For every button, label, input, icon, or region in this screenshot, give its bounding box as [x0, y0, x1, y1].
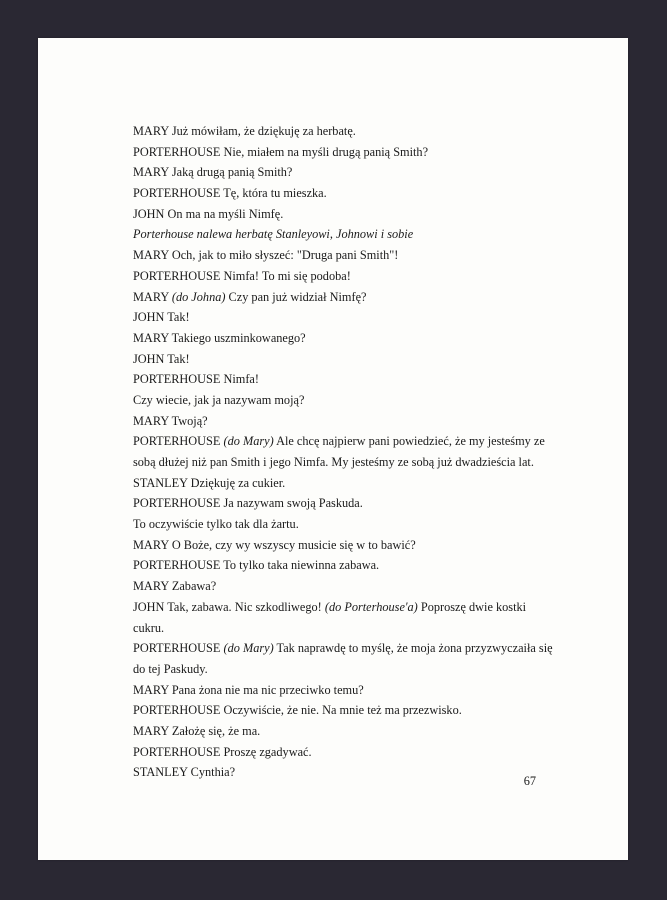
line-text: Czy wiecie, jak ja nazywam moją?: [133, 392, 305, 407]
script-line: [133, 555, 543, 576]
line-text: STANLEY Dziękuję za cukier.: [133, 475, 286, 490]
stage-direction: (do Mary): [223, 434, 274, 449]
line-text: PORTERHOUSE Nimfa!: [133, 372, 259, 387]
script-line: [133, 659, 543, 680]
line-text: PORTERHOUSE To tylko taka niewinna zabawa.: [133, 558, 380, 573]
script-line: [133, 245, 543, 266]
line-text: MARY Pana żona nie ma nic przeciwko temu?: [133, 682, 364, 697]
script-line: [133, 369, 543, 390]
script-line: [133, 287, 543, 308]
document-page: [38, 38, 628, 860]
line-text: PORTERHOUSE Nie, miałem na myśli drugą panią Smith?: [133, 144, 429, 159]
script-line: [133, 452, 543, 473]
script-line: [133, 700, 543, 721]
script-line: [133, 535, 543, 556]
line-text: PORTERHOUSE Oczywiście, że nie. Na mnie też ma przezwisko.: [133, 703, 462, 718]
line-text: Czy pan już widział Nimfę?: [225, 289, 367, 304]
script-line: [133, 680, 543, 701]
line-text: STANLEY Cynthia?: [133, 765, 236, 780]
line-text: MARY Twoją?: [133, 413, 208, 428]
line-text: cukru.: [133, 620, 165, 635]
script-line: [133, 224, 543, 245]
script-line: [133, 121, 543, 142]
line-text: PORTERHOUSE Tę, która tu mieszka.: [133, 186, 327, 201]
line-text: MARY Och, jak to miło słyszeć: "Druga pani Smith"!: [133, 248, 399, 263]
line-text: JOHN Tak, zabawa. Nic szkodliwego!: [133, 599, 325, 614]
script-line: [133, 762, 543, 783]
page-number: 67: [523, 774, 536, 788]
stage-direction: (do Johna): [171, 289, 226, 304]
script-line: [133, 742, 543, 763]
line-text: MARY Takiego uszminkowanego?: [133, 330, 306, 345]
script-line: [133, 514, 543, 535]
line-text: MARY: [133, 289, 172, 304]
line-text: JOHN On ma na myśli Nimfę.: [133, 206, 284, 221]
script-line: [133, 204, 543, 225]
script-line: [133, 411, 543, 432]
line-text: PORTERHOUSE Proszę zgadywać.: [133, 744, 312, 759]
line-text: JOHN Tak!: [133, 351, 190, 366]
line-text: MARY O Boże, czy wy wszyscy musicie się w to bawić?: [133, 537, 416, 552]
script-line: [133, 142, 543, 163]
line-text: PORTERHOUSE Ja nazywam swoją Paskuda.: [133, 496, 363, 511]
script-line: [133, 618, 543, 639]
script-line: [133, 576, 543, 597]
line-text: PORTERHOUSE: [133, 434, 224, 449]
script-line: [133, 493, 543, 514]
script-line: [133, 638, 553, 659]
line-text: MARY Już mówiłam, że dziękuję za herbatę.: [133, 124, 356, 138]
script-line: [133, 266, 543, 287]
line-text: MARY Założę się, że ma.: [133, 723, 261, 738]
line-text: sobą dłużej niż pan Smith i jego Nimfa. My jesteśmy ze sobą już dwadzieścia lat.: [133, 455, 534, 469]
script-line: [133, 162, 543, 183]
script-line: [133, 183, 543, 204]
stage-direction: Porterhouse nalewa herbatę Stanleyowi, Johnowi i sobie: [133, 227, 414, 242]
script-line: [133, 721, 543, 742]
script-line: [133, 349, 543, 370]
line-text: Tak naprawdę to myślę, że moja żona przyzwyczaiła się: [273, 641, 553, 656]
line-text: PORTERHOUSE Nimfa! To mi się podoba!: [133, 268, 351, 283]
script-line: [133, 307, 543, 328]
line-text: JOHN Tak!: [133, 310, 190, 325]
line-text: To oczywiście tylko tak dla żartu.: [133, 517, 299, 532]
script-text: [133, 121, 553, 783]
line-text: Ale chcę najpierw pani powiedzieć, że my jesteśmy ze: [273, 434, 545, 449]
script-line: [133, 390, 543, 411]
script-line: [133, 328, 543, 349]
stage-direction: (do Porterhouse'a): [324, 599, 418, 614]
line-text: MARY Zabawa?: [133, 579, 217, 594]
script-line: [133, 597, 543, 618]
script-line: [133, 473, 543, 494]
stage-direction: (do Mary): [223, 641, 274, 656]
line-text: Poproszę dwie kostki: [417, 599, 527, 614]
script-line: [133, 431, 543, 452]
line-text: do tej Paskudy.: [133, 661, 208, 676]
line-text: MARY Jaką drugą panią Smith?: [133, 165, 293, 180]
line-text: PORTERHOUSE: [133, 641, 224, 656]
